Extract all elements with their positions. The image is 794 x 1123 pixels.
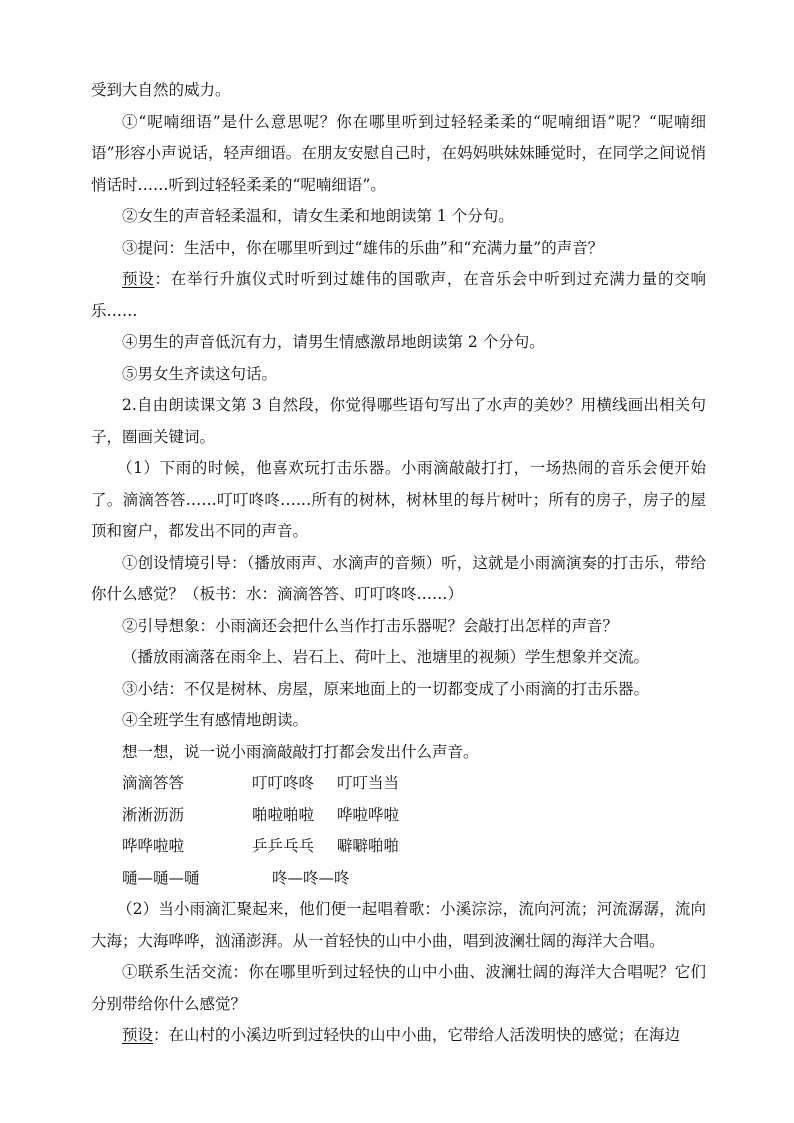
sound-word-row	[91, 863, 706, 895]
paragraph-1: ①“呢喃细语”是什么意思呢？你在哪里听到过轻轻柔柔的“呢喃细语”呢？“呢喃细语”形容小声说话，轻声细语。在朋友安慰自己时，在妈妈哄妹妹睡觉时，在同学之间说悄悄话时……听到过轻轻柔柔的“呢喃细语”。	[91, 112, 706, 194]
sound-word-row	[91, 800, 706, 832]
sound-word: 叮叮咚咚	[252, 774, 315, 792]
preset-text: ：在山村的小溪边听到过轻快的山中小曲，它带给人活泼明快的感觉；在海边	[153, 1026, 681, 1044]
sound-word: 滴滴答答	[122, 774, 185, 792]
sound-word: 嗵—嗵—嗵	[122, 868, 200, 887]
paragraph-20: （2）当小雨滴汇聚起来，他们便一起唱着歌：小溪淙淙，流向河流；河流潺潺，流向大海；大海哗哗，汹涌澎湃。从一首轻快的山中小曲，唱到波澜壮阔的海洋大合唱。	[91, 900, 706, 950]
sound-word: 哗啦哗啦	[337, 805, 400, 824]
sound-word: 哗哗啦啦	[122, 837, 185, 855]
paragraph-10: ②引导想象：小雨滴还会把什么当作打击乐器呢？会敲打出怎样的声音？	[122, 616, 619, 635]
paragraph-8: （1）下雨的时候，他喜欢玩打击乐器。小雨滴敲敲打打，一场热闹的音乐会便开始了。滴滴答答……叮叮咚咚……所有的树林，树林里的每片树叶；所有的房子，房子的屋顶和窗户，都发出不同的声音。	[91, 459, 706, 540]
paragraph-22	[91, 1020, 706, 1052]
sound-word: 啪啦啪啦	[252, 805, 315, 824]
sound-word: 淅淅沥沥	[122, 805, 185, 824]
paragraph-13: ④全班学生有感情地朗读。	[122, 711, 309, 729]
paragraph-12: ③小结：不仅是树林、房屋，原来地面上的一切都变成了小雨滴的打击乐器。	[122, 679, 650, 698]
paragraph-3: ③提问：生活中，你在哪里听到过“雄伟的乐曲”和“充满力量”的声音？	[122, 238, 604, 257]
sound-word-row	[91, 831, 706, 863]
paragraph-9: ①创设情境引导：（播放雨声、水滴声的音频）听，这就是小雨滴演奏的打击乐，带给你什么感觉？（板书：水：滴滴答答、叮叮咚咚……）	[91, 553, 706, 603]
paragraph-7: 2.自由朗读课文第 3 自然段，你觉得哪些语句写出了水声的美妙？用横线画出相关句子，圈画关键词。	[91, 396, 706, 446]
paragraph-0: 受到大自然的威力。	[91, 81, 231, 99]
preset-label: 预设	[122, 1026, 154, 1044]
paragraph-4	[91, 264, 706, 327]
preset-text: ：在举行升旗仪式时听到过雄伟的国歌声，在音乐会中听到过充满力量的交响乐……	[91, 270, 706, 320]
sound-word: 噼噼啪啪	[337, 837, 400, 855]
sound-word: 咚—咚—咚	[272, 868, 350, 887]
sound-word: 叮叮当当	[337, 774, 400, 792]
sound-word: 乒乒乓乓	[252, 837, 315, 855]
sound-word-row	[91, 768, 706, 800]
paragraph-14: 想一想，说一说小雨滴敲敲打打都会发出什么声音。	[122, 742, 479, 761]
paragraph-6: ⑤男女生齐读这句话。	[122, 364, 278, 383]
paragraph-11: （播放雨滴落在雨伞上、岩石上、荷叶上、池塘里的视频）学生想象并交流。	[122, 648, 650, 666]
paragraph-2: ②女生的声音轻柔温和，请女生柔和地朗读第 1 个分句。	[122, 207, 514, 225]
preset-label: 预设	[122, 270, 155, 288]
paragraph-5: ④男生的声音低沉有力，请男生情感激昂地朗读第 2 个分句。	[122, 333, 545, 351]
paragraph-21: ①联系生活交流：你在哪里听到过轻快的山中小曲、波澜壮阔的海洋大合唱呢？它们分别带给你什么感觉？	[91, 963, 706, 1013]
